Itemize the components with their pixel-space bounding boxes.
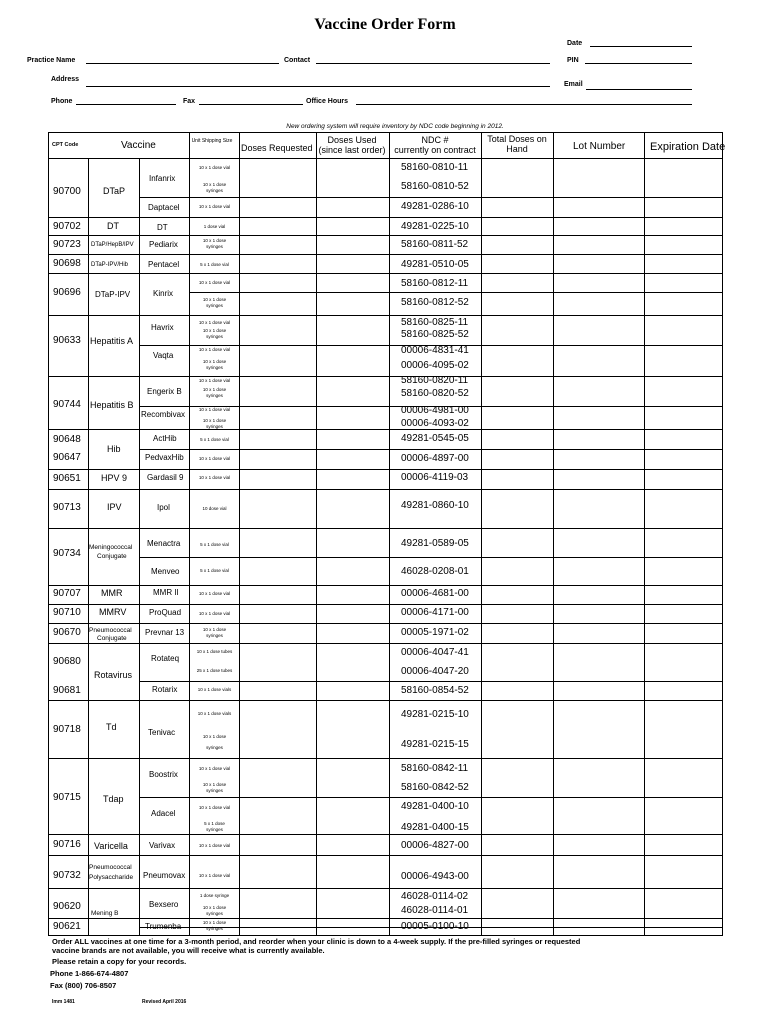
unit-size: 5 x 1 dose vial <box>200 542 229 547</box>
unit-size: 10 x 1 dose <box>202 297 227 302</box>
row-divider <box>49 643 722 644</box>
ndc-code: 58160-0810-11 <box>401 162 469 173</box>
cpt-code: 90680 <box>53 656 81 667</box>
ndc-code: 49281-0589-05 <box>401 538 469 549</box>
row-divider <box>139 449 722 450</box>
brand-name: Tenivac <box>148 728 176 737</box>
office-hours-label: Office Hours <box>306 98 349 105</box>
unit-size: 1 dose syringe <box>199 893 230 898</box>
unit-size: syringes <box>206 633 223 638</box>
cpt-code: 90681 <box>53 685 81 696</box>
vaccine-order-table <box>48 132 726 936</box>
row-divider <box>49 834 722 835</box>
form-title: Vaccine Order Form <box>314 16 456 33</box>
brand-name: MMR II <box>153 588 179 597</box>
ndc-code: 58160-0854-52 <box>401 685 469 696</box>
vaccine-name: Hepatitis A <box>90 336 134 346</box>
vaccine-name: DTaP-IPV <box>95 290 131 299</box>
header-vaccine: Vaccine <box>121 140 156 151</box>
unit-size: 10 x 1 dose vial <box>198 766 231 771</box>
cpt-code: 90744 <box>53 399 81 410</box>
email-field[interactable] <box>586 89 692 90</box>
ndc-code: 00006-4171-00 <box>401 607 469 618</box>
cpt-code: 90696 <box>53 287 81 298</box>
unit-size: 10 dose vial <box>202 506 227 511</box>
unit-size: 10 x 1 dose <box>202 359 227 364</box>
row-divider <box>49 489 722 490</box>
row-divider <box>49 700 722 701</box>
phone-label: Phone <box>51 98 73 105</box>
unit-size: 10 x 1 dose <box>202 182 227 187</box>
unit-size: 10 x 1 dose <box>202 627 227 632</box>
brand-name: Infanrix <box>149 174 176 183</box>
practice-name-field[interactable] <box>86 63 279 64</box>
cpt-code: 90723 <box>53 239 81 250</box>
row-divider <box>139 797 722 798</box>
cpt-code: 90620 <box>53 901 81 912</box>
ndc-code: 46028-0114-01 <box>401 905 469 916</box>
cpt-code: 90700 <box>53 186 81 197</box>
ndc-code: 00006-4047-41 <box>401 647 469 658</box>
brand-name: Trumenba <box>145 922 182 931</box>
row-divider <box>49 273 722 274</box>
col-divider <box>139 159 140 935</box>
unit-size: 5 x 1 dose vial <box>200 262 229 267</box>
header-expiration-date: Expiration Date <box>650 141 726 153</box>
cpt-code: 90702 <box>53 221 81 232</box>
vaccine-name: Hepatitis B <box>90 400 134 410</box>
pin-field[interactable] <box>585 63 692 64</box>
unit-size: 10 x 1 dose vial <box>198 320 231 325</box>
cpt-code: 90715 <box>53 792 81 803</box>
phone-field[interactable] <box>76 104 176 105</box>
unit-size: 10 x 1 dose <box>202 328 227 333</box>
ndc-code: 00006-4981-00 <box>401 405 469 416</box>
brand-name: Ipol <box>157 503 170 512</box>
brand-name: DT <box>157 223 168 232</box>
unit-size: 5 x 1 dose <box>204 821 225 826</box>
order-instructions-line1: Order ALL vaccines at one time for a 3-month period, and reorder when your clinic is down to a 4-week supply. If the pre-filled syringes or requested <box>52 937 581 946</box>
row-divider <box>139 681 722 682</box>
contact-field[interactable] <box>316 63 550 64</box>
cpt-code: 90647 <box>53 452 81 463</box>
vaccine-name: Rotavirus <box>94 670 133 680</box>
vaccine-name: Conjugate <box>97 553 127 560</box>
row-divider <box>49 855 722 856</box>
unit-size: syringes <box>206 745 223 750</box>
ndc-code: 00006-4827-00 <box>401 840 469 851</box>
ndc-code: 00006-4897-00 <box>401 453 469 464</box>
brand-name: Prevnar 13 <box>145 628 185 637</box>
brand-name: Recombivax <box>141 410 186 419</box>
unit-size: 10 x 1 dose <box>202 920 227 925</box>
ndc-code: 58160-0825-52 <box>401 329 469 340</box>
unit-size: 10 x 1 dose <box>202 238 227 243</box>
unit-size: syringes <box>206 424 223 429</box>
unit-size: 10 x 1 dose <box>202 418 227 423</box>
brand-name: Vaqta <box>153 351 174 360</box>
header-doses-used: Doses Used (since last order) <box>318 135 386 155</box>
unit-size: 10 x 1 dose vial <box>198 456 231 461</box>
cpt-code: 90734 <box>53 548 81 559</box>
unit-size: syringes <box>206 365 223 370</box>
brand-name: ProQuad <box>149 608 182 617</box>
row-divider <box>139 557 722 558</box>
row-divider <box>49 469 722 470</box>
unit-size: 10 x 1 dose vials <box>197 687 232 692</box>
unit-size: 10 x 1 dose <box>202 782 227 787</box>
row-divider <box>49 758 722 759</box>
ndc-code: 49281-0215-15 <box>401 739 469 750</box>
ndc-code: 58160-0842-11 <box>401 763 469 774</box>
header-unit: Unit Shipping Size <box>191 138 233 144</box>
cpt-code: 90621 <box>53 921 81 932</box>
office-hours-field[interactable] <box>356 104 692 105</box>
brand-name: Pentacel <box>148 260 180 269</box>
unit-size: 10 x 1 dose vial <box>198 204 231 209</box>
row-divider <box>49 623 722 624</box>
revision-date: Revised April 2016 <box>142 999 187 1005</box>
vaccine-name: DTaP-IPV/Hib <box>91 262 129 268</box>
row-divider <box>49 235 722 236</box>
row-divider <box>49 376 722 377</box>
unit-size: syringes <box>206 827 223 832</box>
unit-size: 1 dose vial <box>203 224 226 229</box>
vaccine-name: DTaP/HepB/IPV <box>91 242 134 248</box>
unit-size: 10 x 1 dose tubes <box>196 649 233 654</box>
brand-name: Adacel <box>151 809 176 818</box>
unit-size: syringes <box>206 244 223 249</box>
vaccine-name: Meningococcal <box>89 544 133 551</box>
ndc-code: 49281-0215-10 <box>401 709 469 720</box>
contact-fax: Fax (800) 706-8507 <box>50 981 117 990</box>
vaccine-name: Pneumococcal <box>89 864 132 871</box>
unit-size: syringes <box>206 788 223 793</box>
row-divider <box>49 528 722 529</box>
unit-size: 10 x 1 dose vial <box>198 805 231 810</box>
brand-name: Daptacel <box>148 203 180 212</box>
header-lot-number: Lot Number <box>573 141 626 152</box>
ndc-code: 58160-0820-52 <box>401 388 469 399</box>
ndc-code: 58160-0842-52 <box>401 782 469 793</box>
vaccine-name: MMRV <box>99 607 127 617</box>
email-label: Email <box>564 81 583 88</box>
brand-name: Varivax <box>149 841 176 850</box>
address-label: Address <box>51 76 80 83</box>
unit-size: 10 x 1 dose vial <box>198 611 231 616</box>
ndc-code: 00006-4831-41 <box>401 345 469 356</box>
unit-size: 10 x 1 dose vial <box>198 843 231 848</box>
brand-name: Pediarix <box>149 240 178 249</box>
row-divider <box>139 254 722 255</box>
row-divider <box>49 315 722 316</box>
practice-name-label: Practice Name <box>27 57 76 64</box>
unit-size: 10 x 1 dose vial <box>198 591 231 596</box>
ndc-code: 58160-0812-11 <box>401 278 469 289</box>
ndc-code: 00006-4095-02 <box>401 360 469 371</box>
row-divider <box>49 918 722 919</box>
ndc-code: 46028-0208-01 <box>401 566 469 577</box>
unit-size: 10 x 1 dose vial <box>198 407 231 412</box>
vaccine-name: DT <box>107 221 119 231</box>
ndc-code: 58160-0810-52 <box>401 181 469 192</box>
vaccine-name: DTaP <box>103 186 126 196</box>
inventory-notice: New ordering system will require inventory by NDC code beginning in 2012. <box>286 123 504 130</box>
ndc-code: 49281-0400-10 <box>401 801 469 812</box>
ndc-code: 00006-4681-00 <box>401 588 469 599</box>
row-divider <box>49 429 722 430</box>
contact-phone: Phone 1-866-674-4807 <box>50 969 129 978</box>
ndc-code: 00006-4047-20 <box>401 666 469 677</box>
vaccine-name: Mening B <box>91 910 119 917</box>
cpt-code: 90651 <box>53 473 81 484</box>
unit-size: 10 x 1 dose <box>202 387 227 392</box>
cpt-code: 90698 <box>53 258 81 269</box>
unit-size: syringes <box>206 926 223 931</box>
header-cpt: CPT Code <box>52 142 79 148</box>
cpt-code: 90633 <box>53 335 81 346</box>
header-total-doses: Total Doses on Hand <box>487 134 547 154</box>
row-divider <box>49 217 722 218</box>
ndc-code: 58160-0811-52 <box>401 239 469 250</box>
ndc-code: 49281-0286-10 <box>401 201 469 212</box>
ndc-code: 00006-4119-03 <box>401 472 469 483</box>
vaccine-name: IPV <box>107 502 122 512</box>
vaccine-name: Hib <box>107 444 121 454</box>
ndc-code: 49281-0225-10 <box>401 221 469 232</box>
vaccine-name: Varicella <box>94 841 128 851</box>
pin-label: PIN <box>567 57 579 64</box>
brand-name: Kinrix <box>153 289 174 298</box>
unit-size: 10 x 1 dose vial <box>198 873 231 878</box>
unit-size: syringes <box>206 334 223 339</box>
date-label: Date <box>567 40 583 47</box>
vaccine-name: Tdap <box>103 794 124 804</box>
unit-size: 10 x 1 dose vial <box>198 475 231 480</box>
vaccine-name: Conjugate <box>97 635 127 642</box>
unit-size: syringes <box>206 303 223 308</box>
ndc-code: 00005-0100-10 <box>401 921 469 932</box>
unit-size: 5 x 1 dose vial <box>200 437 229 442</box>
unit-size: 10 x 1 dose vial <box>198 347 231 352</box>
unit-size: 10 x 1 dose vials <box>197 711 232 716</box>
cpt-code: 90648 <box>53 434 81 445</box>
row-divider <box>139 197 722 198</box>
ndc-code: 49281-0860-10 <box>401 500 469 511</box>
brand-name: Bexsero <box>149 900 179 909</box>
cpt-code: 90707 <box>53 588 81 599</box>
row-divider <box>49 888 722 889</box>
cpt-code: 90670 <box>53 627 81 638</box>
address-field[interactable] <box>86 86 550 87</box>
unit-size: 10 x 1 dose <box>202 905 227 910</box>
brand-name: Boostrix <box>149 770 178 779</box>
ndc-code: 00006-4943-00 <box>401 871 469 882</box>
unit-size: syringes <box>206 911 223 916</box>
form-id: Imm 1481 <box>52 999 75 1005</box>
vaccine-name: Pneumococcal <box>89 627 132 634</box>
vaccine-name: Td <box>106 722 117 732</box>
vaccine-name: HPV 9 <box>101 473 128 483</box>
unit-size: syringes <box>206 188 223 193</box>
brand-name: Menveo <box>151 567 180 576</box>
unit-size: syringes <box>206 393 223 398</box>
retain-copy-note: Please retain a copy for your records. <box>52 957 187 966</box>
unit-size: 10 x 1 dose vial <box>198 280 231 285</box>
date-field[interactable] <box>590 46 692 47</box>
row-divider <box>49 585 722 586</box>
contact-label: Contact <box>284 57 311 64</box>
ndc-code: 58160-0820-11 <box>401 375 469 386</box>
brand-name: Pneumovax <box>143 871 186 880</box>
header-doses-requested: Doses Requested <box>241 143 313 153</box>
fax-field[interactable] <box>199 104 303 105</box>
vaccine-name: Polysaccharide <box>89 874 134 881</box>
cpt-code: 90716 <box>53 839 81 850</box>
row-divider <box>49 604 722 605</box>
brand-name: Rotarix <box>152 685 178 694</box>
cpt-code: 90718 <box>53 724 81 735</box>
ndc-code: 58160-0812-52 <box>401 297 469 308</box>
row-divider <box>189 292 722 293</box>
brand-name: Gardasil 9 <box>147 473 184 482</box>
cpt-code: 90710 <box>53 607 81 618</box>
ndc-code: 49281-0400-15 <box>401 822 469 833</box>
table-header <box>49 133 726 159</box>
ndc-code: 58160-0825-11 <box>401 317 469 328</box>
header-ndc: NDC # currently on contract <box>394 135 476 155</box>
cpt-code: 90732 <box>53 870 81 881</box>
unit-size: 25 x 1 dose tubes <box>196 668 233 673</box>
vaccine-name: MMR <box>101 588 123 598</box>
ndc-code: 46028-0114-02 <box>401 891 469 902</box>
ndc-code: 49281-0545-05 <box>401 433 469 444</box>
fax-label: Fax <box>183 98 196 105</box>
brand-name: PedvaxHib <box>145 453 184 462</box>
brand-name: Havrix <box>151 323 174 332</box>
unit-size: 10 x 1 dose vial <box>198 378 231 383</box>
unit-size: 5 x 1 dose vial <box>200 568 229 573</box>
unit-size: 10 x 1 dose <box>202 734 227 739</box>
ndc-code: 49281-0510-05 <box>401 259 469 270</box>
brand-name: Rotateq <box>151 654 180 663</box>
ndc-code: 00006-4093-02 <box>401 418 469 429</box>
brand-name: Menactra <box>147 539 181 548</box>
brand-name: ActHib <box>153 434 177 443</box>
cpt-code: 90713 <box>53 502 81 513</box>
brand-name: Engerix B <box>147 387 182 396</box>
order-instructions-line2: vaccine brands are not available, you will receive what is currently available. <box>52 946 325 955</box>
unit-size: 10 x 1 dose vial <box>198 165 231 170</box>
ndc-code: 00005-1971-02 <box>401 627 469 638</box>
